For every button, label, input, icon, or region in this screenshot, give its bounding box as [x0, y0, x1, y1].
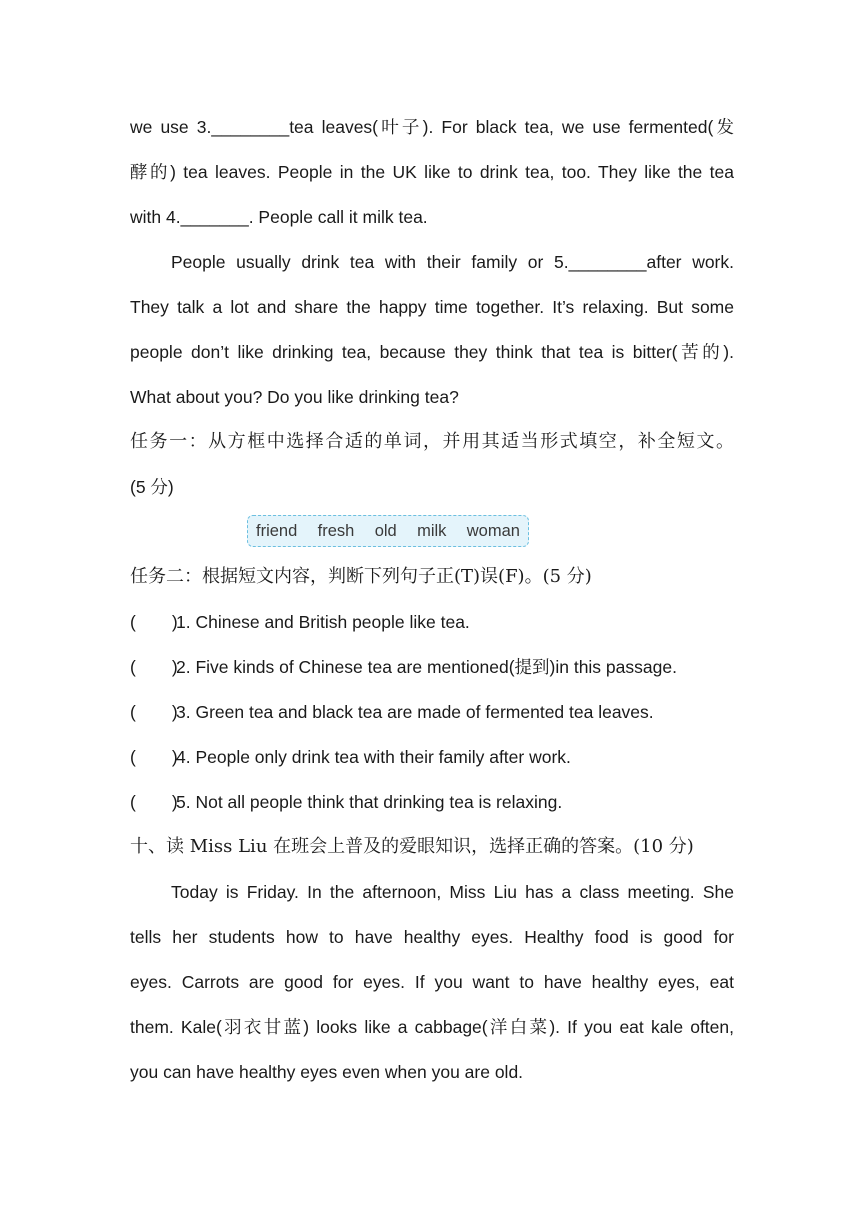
word-bank-item: old: [374, 521, 397, 540]
passage-line: They talk a lot and share the happy time together. It’s relaxing. But some: [130, 297, 734, 317]
word-bank-item: woman: [466, 521, 520, 540]
task1-instruction: 任务一：从方框中选择合适的单词，并用其适当形式填空，补全短文。: [130, 431, 734, 452]
judgment-text: 1. Chinese and British people like tea.: [176, 612, 470, 632]
word-bank-item: friend: [256, 521, 298, 540]
judgment-item: [130, 655, 734, 679]
passage-line: people don’t like drinking tea, because they think that tea is bitter(苦的).: [130, 342, 734, 362]
task2-instruction: 任务二：根据短文内容，判断下列句子正(T)误(F)。(5 分): [130, 566, 592, 587]
judgment-item: [130, 745, 734, 769]
passage-line: we use 3.________tea leaves(叶子). For black tea, we use fermented(发: [130, 117, 734, 137]
passage-line: tells her students how to have healthy eyes. Healthy food is good for: [130, 927, 734, 947]
passage-line: you can have healthy eyes even when you are old.: [130, 1062, 524, 1082]
passage-line: 酵的) tea leaves. People in the UK like to drink tea, too. They like the tea: [130, 162, 734, 182]
judgment-item: [130, 790, 734, 814]
answer-paren-close: ): [171, 747, 178, 767]
answer-paren-close: ): [171, 612, 178, 632]
word-bank-box: [247, 515, 529, 547]
answer-paren-open: (: [130, 657, 136, 677]
word-bank-item: fresh: [317, 521, 355, 540]
answer-paren-close: ): [171, 657, 178, 677]
section10-heading: 十、读 Miss Liu 在班会上普及的爱眼知识，选择正确的答案。(10 分): [130, 836, 694, 857]
judgment-item: [130, 700, 734, 724]
passage-line: Today is Friday. In the afternoon, Miss Liu has a class meeting. She: [171, 882, 734, 902]
passage-line: People usually drink tea with their family or 5.________after work.: [171, 252, 734, 272]
answer-paren-close: ): [171, 792, 178, 812]
judgment-text: 2. Five kinds of Chinese tea are mentioned(提到)in this passage.: [176, 657, 677, 677]
judgment-text: 4. People only drink tea with their family after work.: [176, 747, 571, 767]
passage-line: them. Kale(羽衣甘蓝) looks like a cabbage(洋白菜). If you eat kale often,: [130, 1017, 734, 1037]
judgment-text: 5. Not all people think that drinking tea is relaxing.: [176, 792, 563, 812]
answer-paren-open: (: [130, 612, 136, 632]
passage-line: What about you? Do you like drinking tea?: [130, 387, 459, 407]
answer-paren-open: (: [130, 747, 136, 767]
judgment-item: [130, 610, 734, 634]
answer-paren-open: (: [130, 792, 136, 812]
passage-line: eyes. Carrots are good for eyes. If you want to have healthy eyes, eat: [130, 972, 734, 992]
judgment-text: 3. Green tea and black tea are made of fermented tea leaves.: [176, 702, 654, 722]
answer-paren-close: ): [171, 702, 178, 722]
task1-score: (5 分): [130, 477, 174, 497]
passage-line: with 4._______. People call it milk tea.: [130, 207, 428, 227]
word-bank-item: milk: [417, 521, 447, 540]
answer-paren-open: (: [130, 702, 136, 722]
